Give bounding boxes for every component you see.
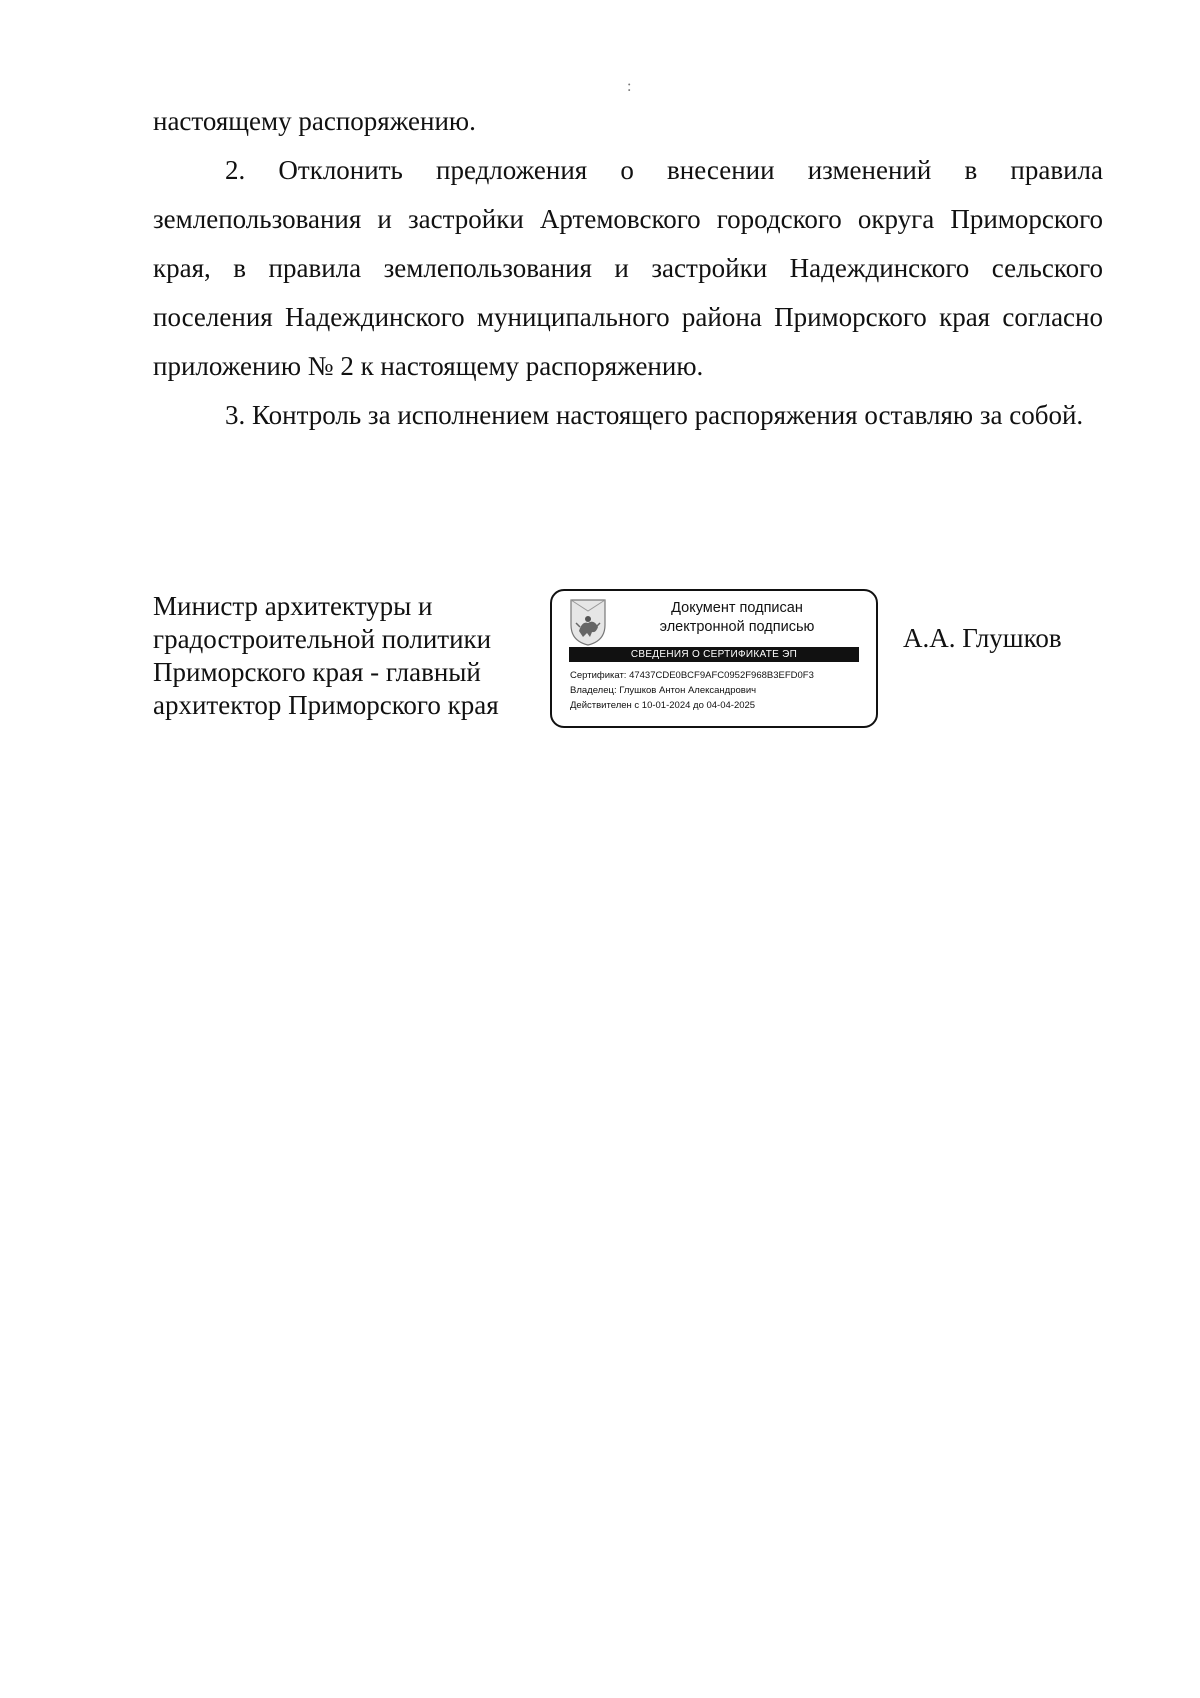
paragraph-continuation: настоящему распоряжению. (153, 106, 476, 136)
signatory-position-line: Министр архитектуры и (153, 591, 433, 621)
signatory-position-line: Приморского края - главный (153, 657, 481, 687)
signatory-position-line: градостроительной политики (153, 624, 492, 654)
certificate-owner: Владелец: Глушков Антон Александрович (570, 685, 757, 696)
signatory-position (153, 590, 533, 722)
document-body (153, 97, 1103, 440)
stamp-heading-line: электронной подписью (659, 619, 815, 635)
page-number: : (627, 78, 632, 95)
certificate-number: Сертификат: 47437CDE0BCF9AFC0952F968B3EFD0F3 (570, 670, 814, 681)
certificate-details (570, 668, 870, 713)
paragraph-item-3: 3. Контроль за исполнением настоящего распоряжения оставляю за собой. (225, 400, 1084, 430)
signatory-position-line: архитектор Приморского края (153, 690, 499, 720)
paragraph-item-2: 2. Отклонить предложения о внесении изменений в правила землепользования и застройки Артемовского городского округа Приморского края, в правила землепользования и застройки Надеждинского сельского поселения Надеждинского муниципального района Приморского края согласно приложению № 2 к настоящему распоряжению. (153, 155, 1103, 381)
certificate-info-bar: СВЕДЕНИЯ О СЕРТИФИКАТЕ ЭП (569, 647, 859, 662)
stamp-heading-line: Документ подписан (671, 600, 803, 616)
certificate-validity: Действителен с 10-01-2024 до 04-04-2025 (570, 700, 756, 711)
electronic-signature-stamp (550, 589, 878, 728)
coat-of-arms-icon (568, 597, 608, 647)
stamp-heading (608, 599, 866, 637)
signer-name: А.А. Глушков (903, 623, 1062, 653)
